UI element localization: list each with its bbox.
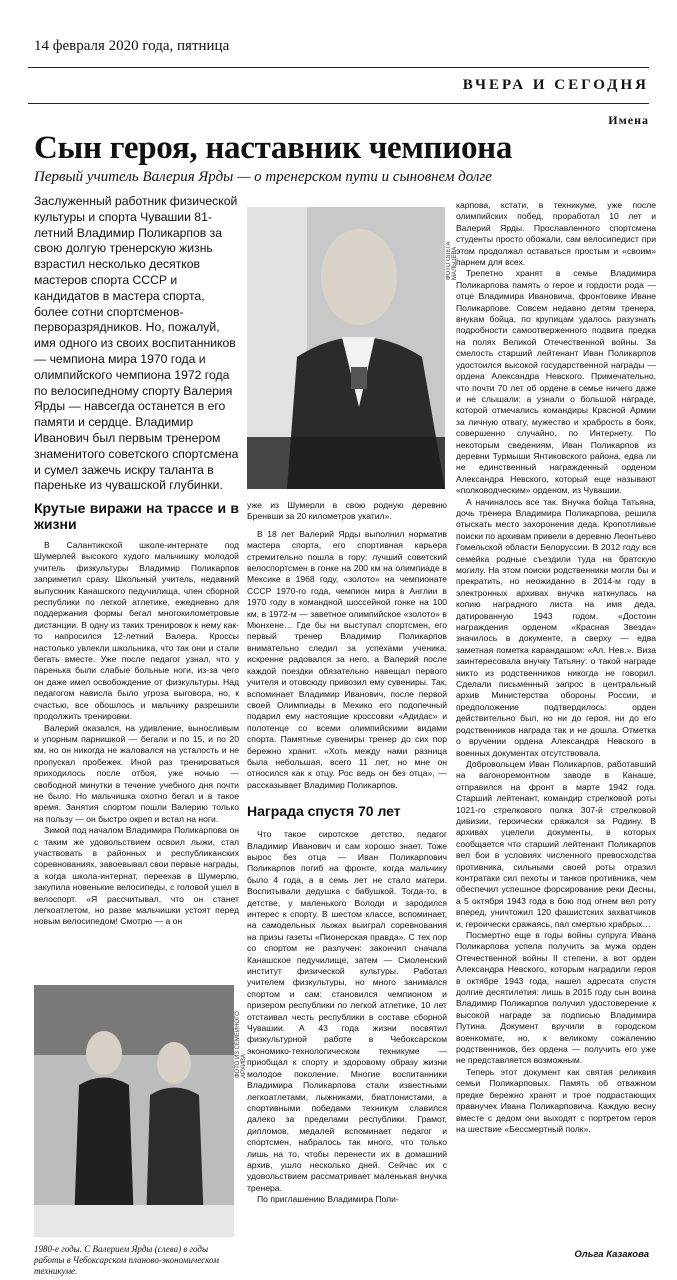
photo2-credit: ФОТО ИЗ СЕМЕЙНОГО АРХИВА	[235, 1011, 247, 1078]
archive-photo	[34, 985, 234, 1237]
col2-paragraph: Что такое сиротское детство, педагог Владимир Иванович и сам хорошо знает. Тоже вырос без отца — Иван Поликарпович Поликарпов погиб на фронте, когда мальчику было 4 года, а в семь лет не стало матери. Воспитывали дедушка с бабушкой. Тогда-то, в детстве, у маленького Володи и зародился интерес к спорту. В шестом классе, вспоминает, на самодельных лыжах выиграл соревнования на призы газеты «Пионерская правда». С тех пор со спортом не разлучен: закончил сначала Канашское педучилище, затем — Смоленский институт физической культуры. Работал учителем физкультуры, но много занимался спортом и сам: становился чемпионом и призером республики по легкой атлетике, 10 лет отстаивал честь республики в составе сборной Чувашии. А 43 года жизни посвятил физкультурной работе в Чебоксарском экономико-технологическом техникуме — приобщал к спорту и здоровому образу жизни молодое поколение. Многие воспитанники Владимира Поликарпова стали известными легкоатлетами, лыжниками, биатлонистами, а спортивными победами техникум славился далеко за пределами республики. Грамот, дипломов, медалей вспоминает педагог и спортсмен, набралось так много, что только лишь на то, чтобы перенести их в домашний архив, ушло несколько дней. Сейчас их с удовольствием рассматривает маленькая внучка тренера.	[247, 829, 447, 1193]
col1-paragraph: Валерий оказался, на удивление, выносливым и упорным парнишкой — бегали и по 15, и по 20 км, но он никогда не жаловался на усталость и не пропускал пробежек. Иной раз тренироваться приходилось после отбоя, уже ночью — свободной минутки в течение учебного дня почти не было. Но мальчишка охотно бегал и в такое время. Занятия спортом пошли Валерию только на пользу — он быстро окреп и встал на ноги.	[34, 722, 239, 824]
col1-paragraph: Зимой под началом Владимира Поликарпова он с таким же удовольствием освоил лыжи, стал участвовать в районных и республиканских соревнованиях, завоевывал свои первые награды, а когда школа-интернат, переехав в Шумерлю, закупила новенькие велосипеды, с головой ушел в велоспорт. «Я рассчитывал, что он станет легкоатлетом, но разве мальчишки устоят перед новым велосипедом! Смотрю — а он	[34, 825, 239, 927]
article-lead: Заслуженный работник физической культуры и спорта Чувашии 81-летний Владимир Поликарпов за свою долгую тренерскую жизнь взрастил несколько десятков мастеров спорта СССР и кандидатов в мастера спорта, более сотни спортсменов-перворазрядников. Но, пожалуй, имя одного из своих воспитанников — чемпиона мира 1970 года и олимпийского чемпиона 1972 года по велосипедному спорту Валерия Ярды — навсегда останется в его памяти и сердце. Владимир Иванович был первым тренером знаменитого советского спортсмена и сумел зажечь искру таланта в пареньке из чувашской глубинки.	[34, 194, 239, 493]
column-1	[34, 500, 239, 928]
col3-paragraph: А начиналось все так. Внучка бойца Татьяна, дочь тренера Владимира Поликарпова, решила отыскать место захоронения деда. Кропотливые поиски по архивам привели в деревню Леонтьево Гомельской области Белоруссии. В 2012 году вся семейка родные съездили туда на братскую могилу. На этом поиски родственники могли бы и прекратить, но неожиданно в 2014-м году в электронных архивах внучка наткнулась на копию наградного листа на имя деда, датированную 1943 годом. «Достоин награждения орденом «Красная Звезда» значилось в документе, а сверху — едва заметная пометка карандашом: «Ал. Нев.». Виза заинтересовала внучку Татьяну: о такой награде никто из родственников никогда не говорил. Сделали письменный запрос в центральный архив Министерства обороны России, и предположение подтвердилось: орден действительно был, но ни до героя, ни до его родственников награда так и не дошла. Отметка о вручении ордена Александра Невского в военных документах отсутствовала.	[456, 496, 656, 758]
col3-paragraph: Теперь этот документ как святая реликвия семьи Поликарповых. Память об отважном предке бережно хранят и трое подрастающих правнучек Ивана Поликарповича. Каждую весну вместе с дедом они выходят с портретом героя на шествие «Бессмертный полк».	[456, 1066, 656, 1134]
issue-date: 14 февраля 2020 года, пятница	[34, 38, 230, 54]
rubric-label: Имена	[608, 113, 649, 127]
article-title: Сын героя, наставник чемпиона	[34, 130, 513, 166]
photo2-caption: 1980-е годы. С Валерием Ярды (слева) в годы работы в Чебоксарском планово-экономическом техникуме.	[34, 1244, 219, 1276]
section2-heading: Награда спустя 70 лет	[247, 803, 401, 820]
column-3	[456, 200, 656, 1135]
col3-paragraph: Добровольцем Иван Поликарпов, работавший на вагоноремонтном заводе в Канаше, отправился на фронт в марте 1942 года. Старший лейтенант, командир стрелковой роты 1021-го стрелкового полка 307-й стрелковой дивизии, героически сражался за Родину. В архивах уцелели документы, в которых сообщается что старший лейтенант Поликарпов вел бои в условиях численного превосходства противника, сильными своей роты отразил контратаки сил пехоты и танков противника, чем обеспечил успешное форсирование реки Десны, а 5 октября 1943 года в бою под огнем вел роту вперед, уничтожил 120 фашистских захватчиков и, героически сражаясь, пал смертью храбрых…	[456, 758, 656, 929]
section1-heading: Крутые виражи на трассе и в жизни	[34, 500, 239, 532]
section-title: ВЧЕРА И СЕГОДНЯ	[462, 77, 649, 93]
col3-paragraph: Посмертно еще в годы войны супруга Ивана Поликарпова успела получить за мужа орден Отечественной войны II степени, а вот орден Александра Невского, которым наградили героя в октябре 1943 года, нашел адресата спустя долгие десятилетия: лишь в 2015 году сын воина Владимир Поликарпов получил удостоверение к высокой награде за подписью Владимира Путина. Документ вручили в городском военкомате, но, к великому сожалению родственников, без ордена — получить его уже не представляется возможным.	[456, 930, 656, 1066]
column-2	[247, 500, 447, 1206]
article-author: Ольга Казакова	[574, 1249, 649, 1260]
archive-photo-illustration	[34, 985, 234, 1237]
col2-paragraph: По приглашению Владимира Поли-	[257, 1194, 399, 1205]
article-subtitle: Первый учитель Валерия Ярды — о тренерском пути и сыновнем долге	[34, 169, 492, 185]
col2-paragraph: В 18 лет Валерий Ярды выполнил норматив мастера спорта, его спортивная карьера стремительно пошла в гору: лучший советский велоспортсмен в гонке на 200 км на олимпиаде в Мексике в 1968 году, «золото» на чемпионате СССР 1970-го года, чемпион мира в Англии в 1970 году в командной шоссейной гонке на 100 км, в 1972-м — заветное олимпийское «золото» в Мюнхене… Где бы ни выступал спортсмен, его первый тренер Владимир Поликарпов внимательно следил за успехами ученика, искренне радовался за него, а Валерий после каждой поездки обязательно навещал первого учителя и отовсюду привозил ему сувениры. Так, вспоминает Владимир Иванович, после первой своей Олимпиады в Мехико его подопечный подарил ему настоящие кроссовки «Адидас» и полотенце со всеми олимпийскими видами спорта. Памятные сувениры тренер до сих пор бережно хранит. «Хоть между нами разница была небольшая, всего 11 лет, но мне он относился как к отцу. Рос ведь он без отца», — рассказывает Владимир Поликарпов.	[247, 528, 447, 790]
col3-paragraph: карпова, кстати, в техникуме, уже после олимпийских побед, проработал 10 лет и Валерий Ярды. Прославленного спортсмена студенты просто обожали, сам велосипедист при этом продолжал оставаться простым и «своим» парнем для всех.	[456, 200, 656, 268]
col3-paragraph: Трепетно хранят в семье Владимира Поликарпова память о герое и гордости рода — отце Владимира Ивановича, фронтовике Иване Поликарпове. Совсем недавно детям тренера, внукам бойца, по крупицам удалось разузнать подробности самоотверженного подвига предка на полях Великой Отечественной войны. За смелость старший лейтенант Иван Поликарпов удостоился высокой государственной награды — ордена Александра Невского. Примечательно, что почти 70 лет об ордене в семье ничего даже и не слышали: а узнали о большой награде, которой отмечались командиры Красной Армии за личную отвагу, мужество и храбрость в боях, совершенно случайно, по Интернету. По некоторым сведениям, Иван Поликарпов из деревни Турмыши Янтиковского района, едва ли не единственный награжденный орденом Александра Невского, который еще называют «полководческим» орденом, из Чувашии.	[456, 268, 656, 496]
coach-portrait-photo	[247, 207, 445, 489]
col1-paragraph: В Салантикской школе-интернате под Шумерлей высокого худого мальчишку молодой учитель физкультуры Владимир Поликарпов заприметил сразу. Школьный учитель, недавний выпускник Канашского педучилища, член сборной республики по легкой атлетике, ежедневно для поддержания формы бегал многокилометровые дистанции. В одну из таких тренировок к нему как-то напросился 12-летний Валера. Кроссы настолько увлекли школьника, что так они и стали бегать вместе. Уже после педагог узнал, что у паренька были слабые больные ноги, из-за чего он даже имел освобождение от физкультуры. Над педагогом нависла было угроза выговора, но, к счастью, все обошлось и мальчику разрешили продолжить тренировки.	[34, 540, 239, 722]
section-rule	[28, 103, 649, 104]
coach-portrait-illustration	[247, 207, 445, 489]
col2-paragraph: уже из Шумерли в свою родную деревню Бренвши за 20 километров укатил».	[247, 500, 447, 522]
header-rule	[28, 67, 649, 68]
photo1-credit: ФОТО ОЛЕГА МАЛЬЦЕВА	[446, 241, 458, 280]
